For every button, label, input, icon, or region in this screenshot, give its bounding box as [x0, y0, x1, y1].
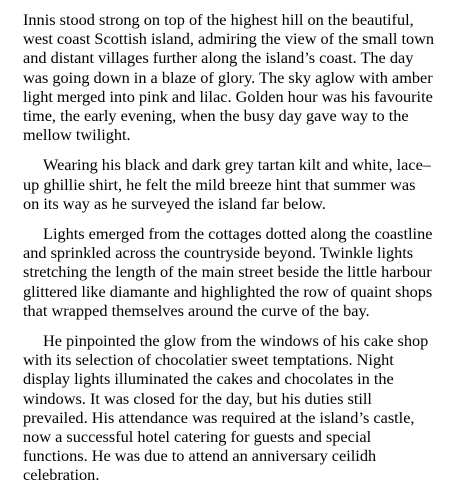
text-line: was going down in a blaze of glory. The sky aglow with amber	[23, 67, 433, 87]
text-line: with its selection of chocolatier sweet temptations. Night	[23, 350, 394, 370]
text-line: glittered like diamante and highlighted the row of quaint shops	[23, 281, 433, 301]
text-line: and sprinkled across the countryside beyond. Twinkle lights	[23, 243, 414, 263]
text-line: now a successful hotel catering for guests and special	[23, 427, 372, 447]
text-line: that wrapped themselves around the curve of the bay.	[23, 300, 370, 320]
text-line: time, the early evening, when the busy day gave way to the	[23, 106, 409, 126]
paragraph-1	[23, 10, 446, 144]
text-line: light merged into pink and lilac. Golden hour was his favourite	[23, 86, 433, 106]
text-line: display lights illuminated the cakes and chocolates in the	[23, 369, 394, 389]
text-line: Wearing his black and dark grey tartan kilt and white, lace–	[43, 155, 431, 175]
paragraph-2	[23, 155, 446, 213]
text-line: celebration.	[23, 465, 100, 485]
text-line: windows. It was closed for the day, but his duties still	[23, 388, 372, 408]
text-line: He pinpointed the glow from the windows of his cake shop	[43, 331, 429, 351]
text-line: functions. He was due to attend an anniversary ceilidh	[23, 446, 377, 466]
text-line: prevailed. His attendance was required at the island’s castle,	[23, 407, 415, 427]
text-line: on its way as he surveyed the island far below.	[23, 193, 326, 213]
text-line: Lights emerged from the cottages dotted along the coastline	[43, 224, 433, 244]
text-line: west coast Scottish island, admiring the view of the small town	[23, 29, 435, 49]
text-line: Innis stood strong on top of the highest hill on the beautiful,	[23, 10, 414, 29]
text-line: up ghillie shirt, he felt the mild breeze hint that summer was	[23, 174, 416, 194]
text-line: stretching the length of the main street beside the little harbour	[23, 262, 432, 282]
paragraph-4	[23, 331, 446, 485]
text-line: and distant villages further along the island’s coast. The day	[23, 48, 414, 68]
text-line: mellow twilight.	[23, 125, 131, 145]
paragraph-3	[23, 224, 446, 320]
